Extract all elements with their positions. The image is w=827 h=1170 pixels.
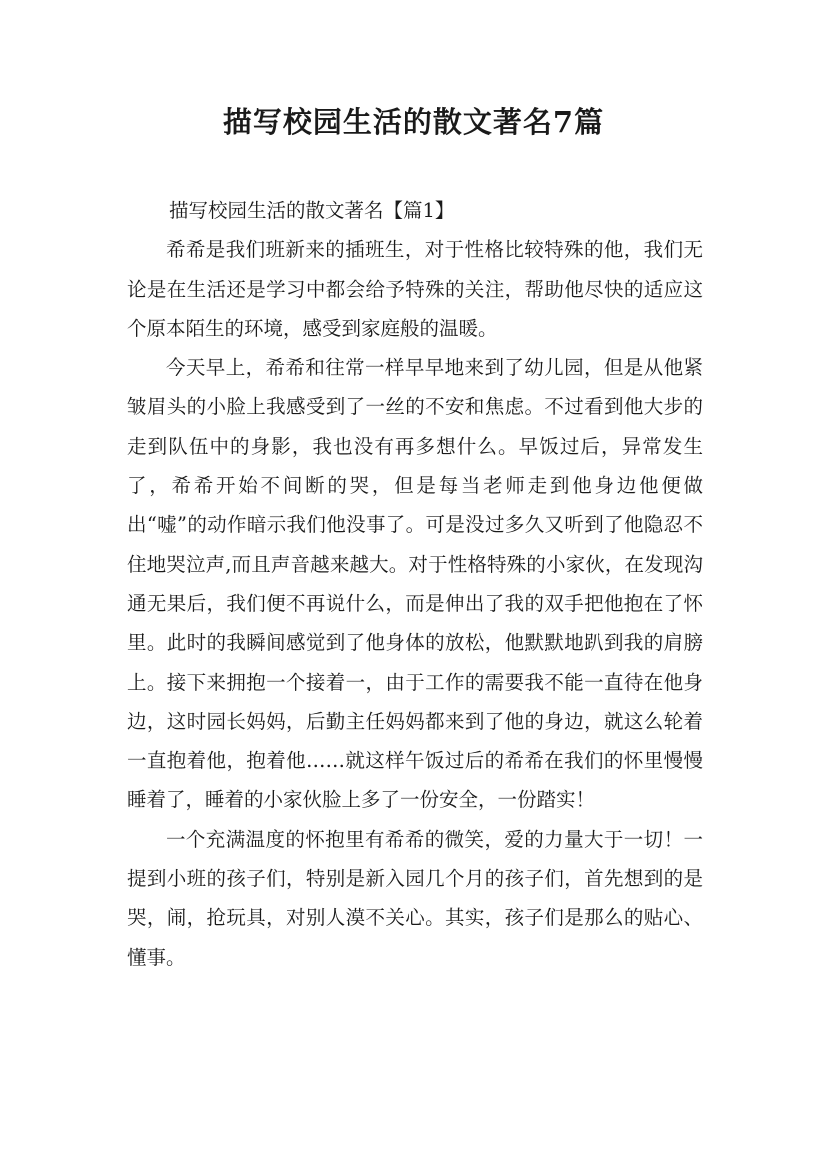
paragraph-3: 一个充满温度的怀抱里有希希的微笑，爱的力量大于一切！一提到小班的孩子们，特别是新入园几个月的孩子们，首先想到的是哭，闹，抢玩具，对别人漠不关心。其实，孩子们是那么的贴心、懂事。 xyxy=(127,827,703,969)
document-title: 描写校园生活的散文著名7篇 xyxy=(222,105,605,139)
section-heading: 描写校园生活的散文著名【篇1】 xyxy=(169,199,455,222)
paragraph-2: 今天早上，希希和往常一样早早地来到了幼儿园，但是从他紧皱眉头的小脸上我感受到了一丝的不安和焦虑。不过看到他大步的走到队伍中的身影，我也没有再多想什么。早饭过后，异常发生了，希希开始不间断的哭，但是每当老师走到他身边他便做出“嘘”的动作暗示我们他没事了。可是没过多久又听到了他隐忍不住地哭泣声,而且声音越来越大。对于性格特殊的小家伙，在发现沟通无果后，我们便不再说什么，而是伸出了我的双手把他抱在了怀里。此时的我瞬间感觉到了他身体的放松，他默默地趴到我的肩膀上。接下来拥抱一个接着一，由于工作的需要我不能一直待在他身边，这时园长妈妈，后勤主任妈妈都来到了他的身边，就这么轮着一直抱着他，抱着他……就这样午饭过后的希希在我们的怀里慢慢睡着了，睡着的小家伙脸上多了一份安全，一份踏实！ xyxy=(127,356,703,812)
document-body xyxy=(127,191,703,977)
paragraph-1: 希希是我们班新来的插班生，对于性格比较特殊的他，我们无论是在生活还是学习中都会给予特殊的关注，帮助他尽快的适应这个原本陌生的环境，感受到家庭般的温暖。 xyxy=(127,238,703,340)
